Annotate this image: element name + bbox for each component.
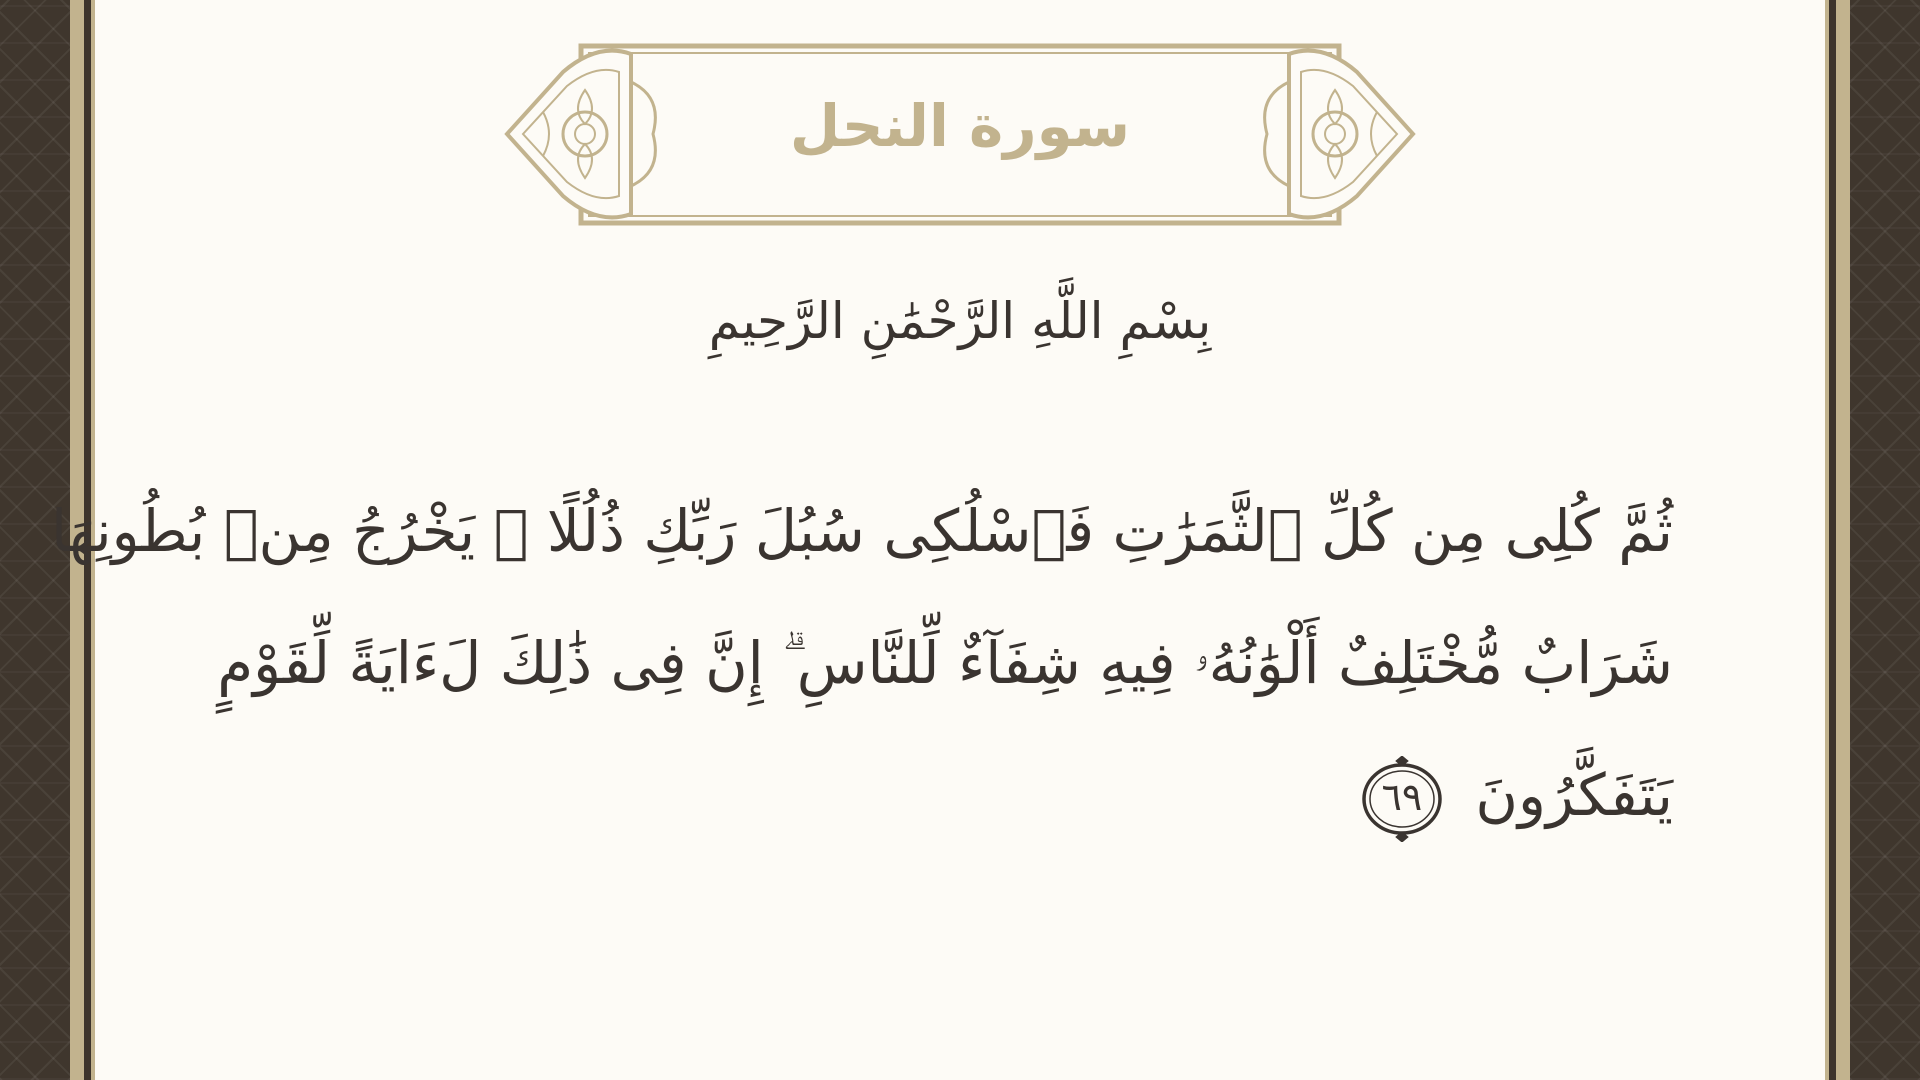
right-gold-inner-stripe xyxy=(1825,0,1829,1080)
mushaf-page xyxy=(51,0,1825,1080)
ayah-end-marker xyxy=(1359,756,1445,842)
basmala-calligraphy: بِسْمِ اللَّهِ الرَّحْمَٰنِ الرَّحِيمِ xyxy=(708,292,1212,350)
ayah-number: ٦٩ xyxy=(1381,774,1423,819)
verse-line: شَرَابٌ مُّخْتَلِفٌ أَلْوَٰنُهُۥ فِيهِ شِفَآءٌ لِّلنَّاسِ ۗ إِنَّ فِى ذَٰلِكَ لَءَايَةً لِّقَوْمٍ xyxy=(217,629,1673,697)
right-border-pattern xyxy=(1850,0,1920,1080)
surah-title: سورة النحل xyxy=(789,92,1131,160)
verse-line: يَتَفَكَّرُونَ xyxy=(1475,761,1673,829)
verse-line: ثُمَّ كُلِى مِن كُلِّ ٱلثَّمَرَٰتِ فَٱسْلُكِى سُبُلَ رَبِّكِ ذُلُلًا ۚ يَخْرُجُ مِنۢ بُطُونِهَا xyxy=(51,497,1673,565)
right-gold-stripe xyxy=(1836,0,1850,1080)
verse-text xyxy=(51,497,1673,861)
surah-header-frame xyxy=(503,42,1417,227)
